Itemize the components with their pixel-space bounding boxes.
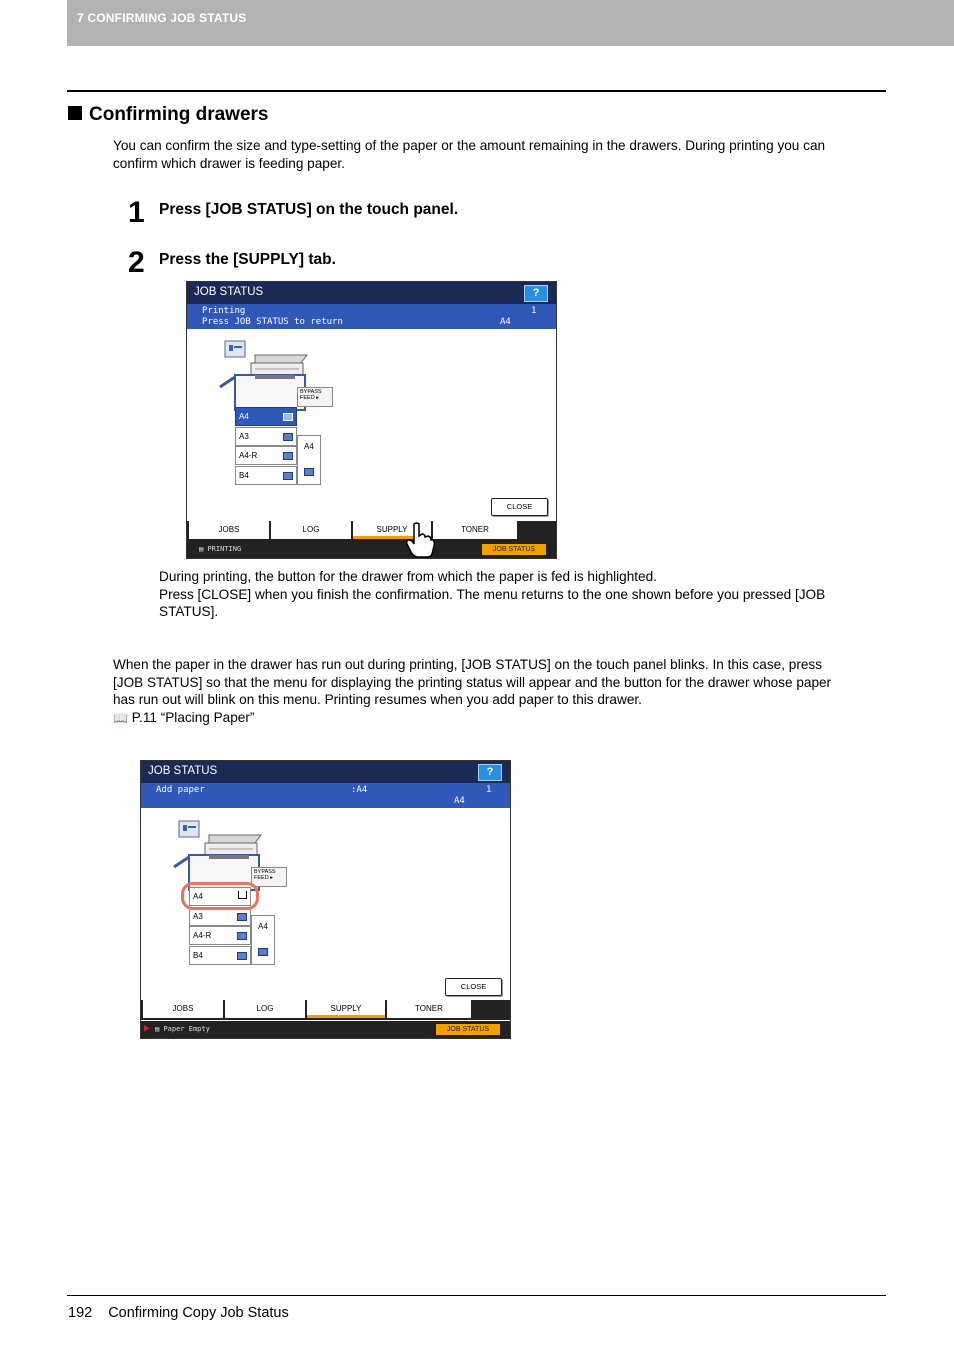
status-bar (141, 1021, 510, 1038)
note-paragraph: During printing, the button for the drawer from which the paper is fed is highlighted. Press [CLOSE] when you finish the confirmation. The menu returns to the one shown before you pressed [JOB STATUS]. (159, 569, 826, 620)
paper-level-icon (304, 468, 314, 476)
tab-log[interactable]: LOG (271, 521, 351, 539)
tab-supply[interactable]: SUPPLY (307, 1000, 385, 1018)
job-status-button[interactable]: JOB STATUS (436, 1024, 500, 1035)
bottom-rule (67, 1295, 886, 1296)
status-text: ▤ Paper Empty (155, 1025, 210, 1033)
chapter-header (67, 0, 954, 46)
section-title: Confirming drawers (68, 104, 268, 126)
status-text: ▤ PRINTING (199, 545, 242, 553)
paper-level-icon (283, 472, 293, 480)
paper-level-icon (237, 913, 247, 921)
drawer-3-button[interactable]: A4-R (189, 926, 251, 945)
drawer-1-button[interactable]: A4 (189, 887, 251, 906)
drawer-1-button[interactable]: A4 (235, 407, 297, 426)
screen-title-bar: JOB STATUS ? (141, 761, 510, 783)
message-area: Printing Press JOB STATUS to return 1 A4 (187, 304, 556, 329)
book-icon: 📖 (113, 710, 128, 725)
tab-jobs[interactable]: JOBS (143, 1000, 223, 1018)
lcf-drawer-button[interactable]: A4 (297, 435, 321, 485)
message-area: Add paper :A4 1 A4 (141, 783, 510, 808)
close-button[interactable]: CLOSE (445, 978, 502, 996)
top-rule (67, 90, 886, 92)
paper-level-icon (258, 948, 268, 956)
help-button[interactable]: ? (478, 764, 502, 781)
drawer-2-button[interactable]: A3 (235, 427, 297, 446)
tab-supply[interactable]: SUPPLY (353, 521, 431, 539)
tab-bar (141, 1000, 510, 1020)
job-status-button[interactable]: JOB STATUS (482, 544, 546, 555)
paper-level-icon (237, 952, 247, 960)
highlight-ring (181, 882, 259, 910)
footer-title: Confirming Copy Job Status (108, 1305, 289, 1321)
runout-paragraph: When the paper in the drawer has run out during printing, [JOB STATUS] on the touch panel blinks. In this case, press [JOB STATUS] so that the menu for displaying the printing status will appear and the button for the drawer whose paper has run out will blink on this menu. Printing resumes when you add paper to this drawer. 📖 P.11 “Placing Paper” (113, 656, 831, 727)
step-2-number: 2 (128, 246, 145, 279)
drawer-4-button[interactable]: B4 (189, 946, 251, 965)
tab-bar (187, 521, 556, 541)
paper-level-icon (283, 433, 293, 441)
lcf-drawer-button[interactable]: A4 (251, 915, 275, 965)
drawer-2-button[interactable]: A3 (189, 907, 251, 926)
bypass-feed-button[interactable]: BYPASS FEED ▸ (251, 867, 287, 887)
reference-link[interactable]: 📖 P.11 “Placing Paper” (113, 709, 255, 725)
close-button[interactable]: CLOSE (491, 498, 548, 516)
paper-level-icon (283, 413, 293, 421)
paper-level-icon (283, 452, 293, 460)
page-footer (68, 1305, 289, 1321)
step-2-text: Press the [SUPPLY] tab. (159, 251, 336, 268)
job-status-screen-printing (186, 281, 557, 559)
step-1-text: Press [JOB STATUS] on the touch panel. (159, 201, 459, 218)
screen-title-bar: JOB STATUS ? (187, 282, 556, 304)
job-status-screen-paper-empty (140, 760, 511, 1039)
tab-log[interactable]: LOG (225, 1000, 305, 1018)
paper-level-icon (237, 932, 247, 940)
step-1-number: 1 (128, 196, 145, 229)
alert-arrow-icon: ▶ (144, 1023, 151, 1034)
help-button[interactable]: ? (524, 285, 548, 302)
intro-paragraph: You can confirm the size and type-setting of the paper or the amount remaining in the drawers. During printing you can confirm which drawer is feeding paper. (113, 138, 826, 171)
tab-jobs[interactable]: JOBS (189, 521, 269, 539)
pointing-hand-icon (405, 522, 435, 558)
drawer-4-button[interactable]: B4 (235, 466, 297, 485)
drawer-3-button[interactable]: A4-R (235, 446, 297, 465)
tab-toner[interactable]: TONER (387, 1000, 471, 1018)
page-number: 192 (68, 1305, 93, 1321)
square-bullet-icon (68, 106, 82, 120)
chapter-title: 7 CONFIRMING JOB STATUS (77, 11, 247, 25)
bypass-feed-button[interactable]: BYPASS FEED ▸ (297, 387, 333, 407)
status-bar (187, 541, 556, 558)
tab-toner[interactable]: TONER (433, 521, 517, 539)
